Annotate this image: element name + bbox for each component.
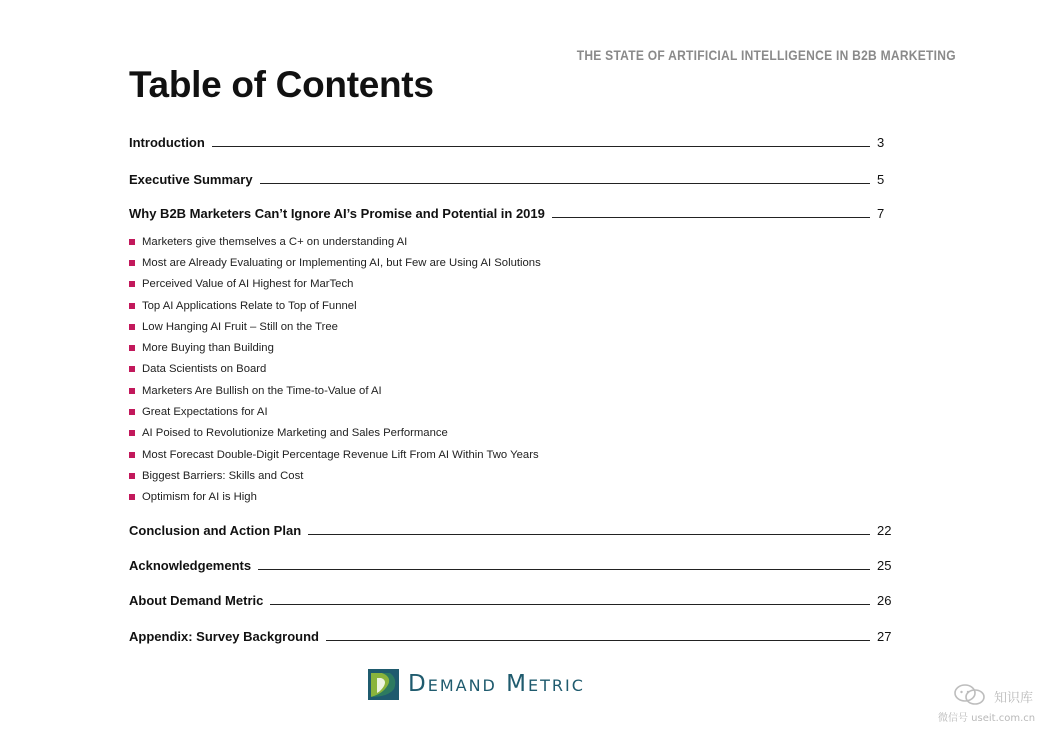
- toc-subsection-label: Data Scientists on Board: [142, 363, 267, 376]
- toc-entry-label: Acknowledgements: [129, 558, 252, 573]
- bullet-square-icon: [129, 430, 135, 436]
- toc-entry-acknowledgements[interactable]: [129, 556, 891, 574]
- toc-subsection-label: Great Expectations for AI: [142, 406, 268, 419]
- page-title: Table of Contents: [129, 64, 434, 105]
- toc-subsection-item[interactable]: [129, 487, 541, 508]
- bullet-square-icon: [129, 473, 135, 479]
- toc-entry-page: 26: [877, 593, 892, 608]
- bullet-square-icon: [129, 260, 135, 266]
- toc-subsection-label: Top AI Applications Relate to Top of Funnel: [142, 299, 357, 312]
- bullet-square-icon: [129, 452, 135, 458]
- toc-subsection-item[interactable]: [129, 274, 541, 295]
- toc-subsection-label: Most are Already Evaluating or Implementing AI, but Few are Using AI Solutions: [142, 256, 541, 269]
- demand-metric-logo-icon: [368, 669, 399, 700]
- toc-subsection-label: Low Hanging AI Fruit – Still on the Tree: [142, 320, 338, 333]
- toc-leader-line: [552, 217, 870, 218]
- toc-subsection-item[interactable]: [129, 423, 541, 444]
- toc-entry-why-b2b[interactable]: [129, 204, 891, 222]
- bullet-square-icon: [129, 345, 135, 351]
- running-header: THE STATE OF ARTIFICIAL INTELLIGENCE IN B2B MARKETING: [576, 47, 956, 63]
- toc-subsection-label: Perceived Value of AI Highest for MarTech: [142, 278, 354, 291]
- toc-subsection-item[interactable]: [129, 252, 541, 273]
- toc-subsection-item[interactable]: [129, 295, 541, 316]
- bullet-square-icon: [129, 324, 135, 330]
- toc-entry-page: 3: [877, 135, 885, 150]
- bullet-square-icon: [129, 366, 135, 372]
- toc-subsection-item[interactable]: [129, 316, 541, 337]
- toc-entry-page: 7: [877, 206, 885, 221]
- toc-subsection-item[interactable]: [129, 465, 541, 486]
- toc-leader-line: [270, 604, 870, 605]
- toc-entry-page: 22: [877, 523, 892, 538]
- toc-subsection-item[interactable]: [129, 337, 541, 358]
- toc-subsection-label: Biggest Barriers: Skills and Cost: [142, 469, 304, 482]
- toc-entry-page: 5: [877, 172, 885, 187]
- toc-subsection-item[interactable]: [129, 380, 541, 401]
- toc-entry-conclusion[interactable]: [129, 521, 891, 539]
- toc-subsection-item[interactable]: [129, 401, 541, 422]
- toc-leader-line: [308, 534, 870, 535]
- bullet-square-icon: [129, 494, 135, 500]
- toc-entry-label: Conclusion and Action Plan: [129, 523, 302, 538]
- toc-entry-label: Executive Summary: [129, 172, 253, 187]
- toc-subsection-label: AI Poised to Revolutionize Marketing and Sales Performance: [142, 427, 448, 440]
- toc-leader-line: [212, 146, 870, 147]
- toc-subsection-list: [129, 231, 541, 508]
- toc-leader-line: [260, 183, 870, 184]
- watermark: [936, 682, 1046, 726]
- watermark-id: 微信号 useit.com.cn: [938, 713, 1036, 724]
- toc-entry-label: Why B2B Marketers Can’t Ignore AI’s Promise and Potential in 2019: [129, 206, 545, 221]
- bullet-square-icon: [129, 281, 135, 287]
- toc-subsection-item[interactable]: [129, 359, 541, 380]
- toc-entry-introduction[interactable]: [129, 133, 891, 151]
- toc-subsection-label: Marketers give themselves a C+ on understanding AI: [142, 235, 408, 248]
- toc-subsection-label: Optimism for AI is High: [142, 491, 257, 504]
- bullet-square-icon: [129, 239, 135, 245]
- wechat-icon: [953, 684, 987, 706]
- toc-entry-appendix[interactable]: [129, 627, 891, 645]
- bullet-square-icon: [129, 409, 135, 415]
- toc-entry-label: About Demand Metric: [129, 593, 264, 608]
- demand-metric-logo-text: Demand Metric: [408, 671, 585, 697]
- toc-leader-line: [326, 640, 870, 641]
- toc-entry-about-demand-metric[interactable]: [129, 591, 891, 609]
- toc-subsection-label: More Buying than Building: [142, 342, 274, 355]
- demand-metric-logo: [368, 669, 585, 700]
- toc-entry-executive-summary[interactable]: [129, 170, 891, 188]
- toc-entry-label: Introduction: [129, 135, 205, 150]
- toc-subsection-item[interactable]: [129, 444, 541, 465]
- toc-entry-label: Appendix: Survey Background: [129, 629, 319, 644]
- toc-entry-page: 25: [877, 558, 892, 573]
- toc-subsection-label: Marketers Are Bullish on the Time-to-Value of AI: [142, 384, 382, 397]
- toc-leader-line: [258, 569, 870, 570]
- toc-entry-page: 27: [877, 629, 892, 644]
- watermark-name: 知识库: [994, 691, 1034, 706]
- bullet-square-icon: [129, 388, 135, 394]
- bullet-square-icon: [129, 303, 135, 309]
- toc-subsection-label: Most Forecast Double-Digit Percentage Revenue Lift From AI Within Two Years: [142, 448, 539, 461]
- toc-subsection-item[interactable]: [129, 231, 541, 252]
